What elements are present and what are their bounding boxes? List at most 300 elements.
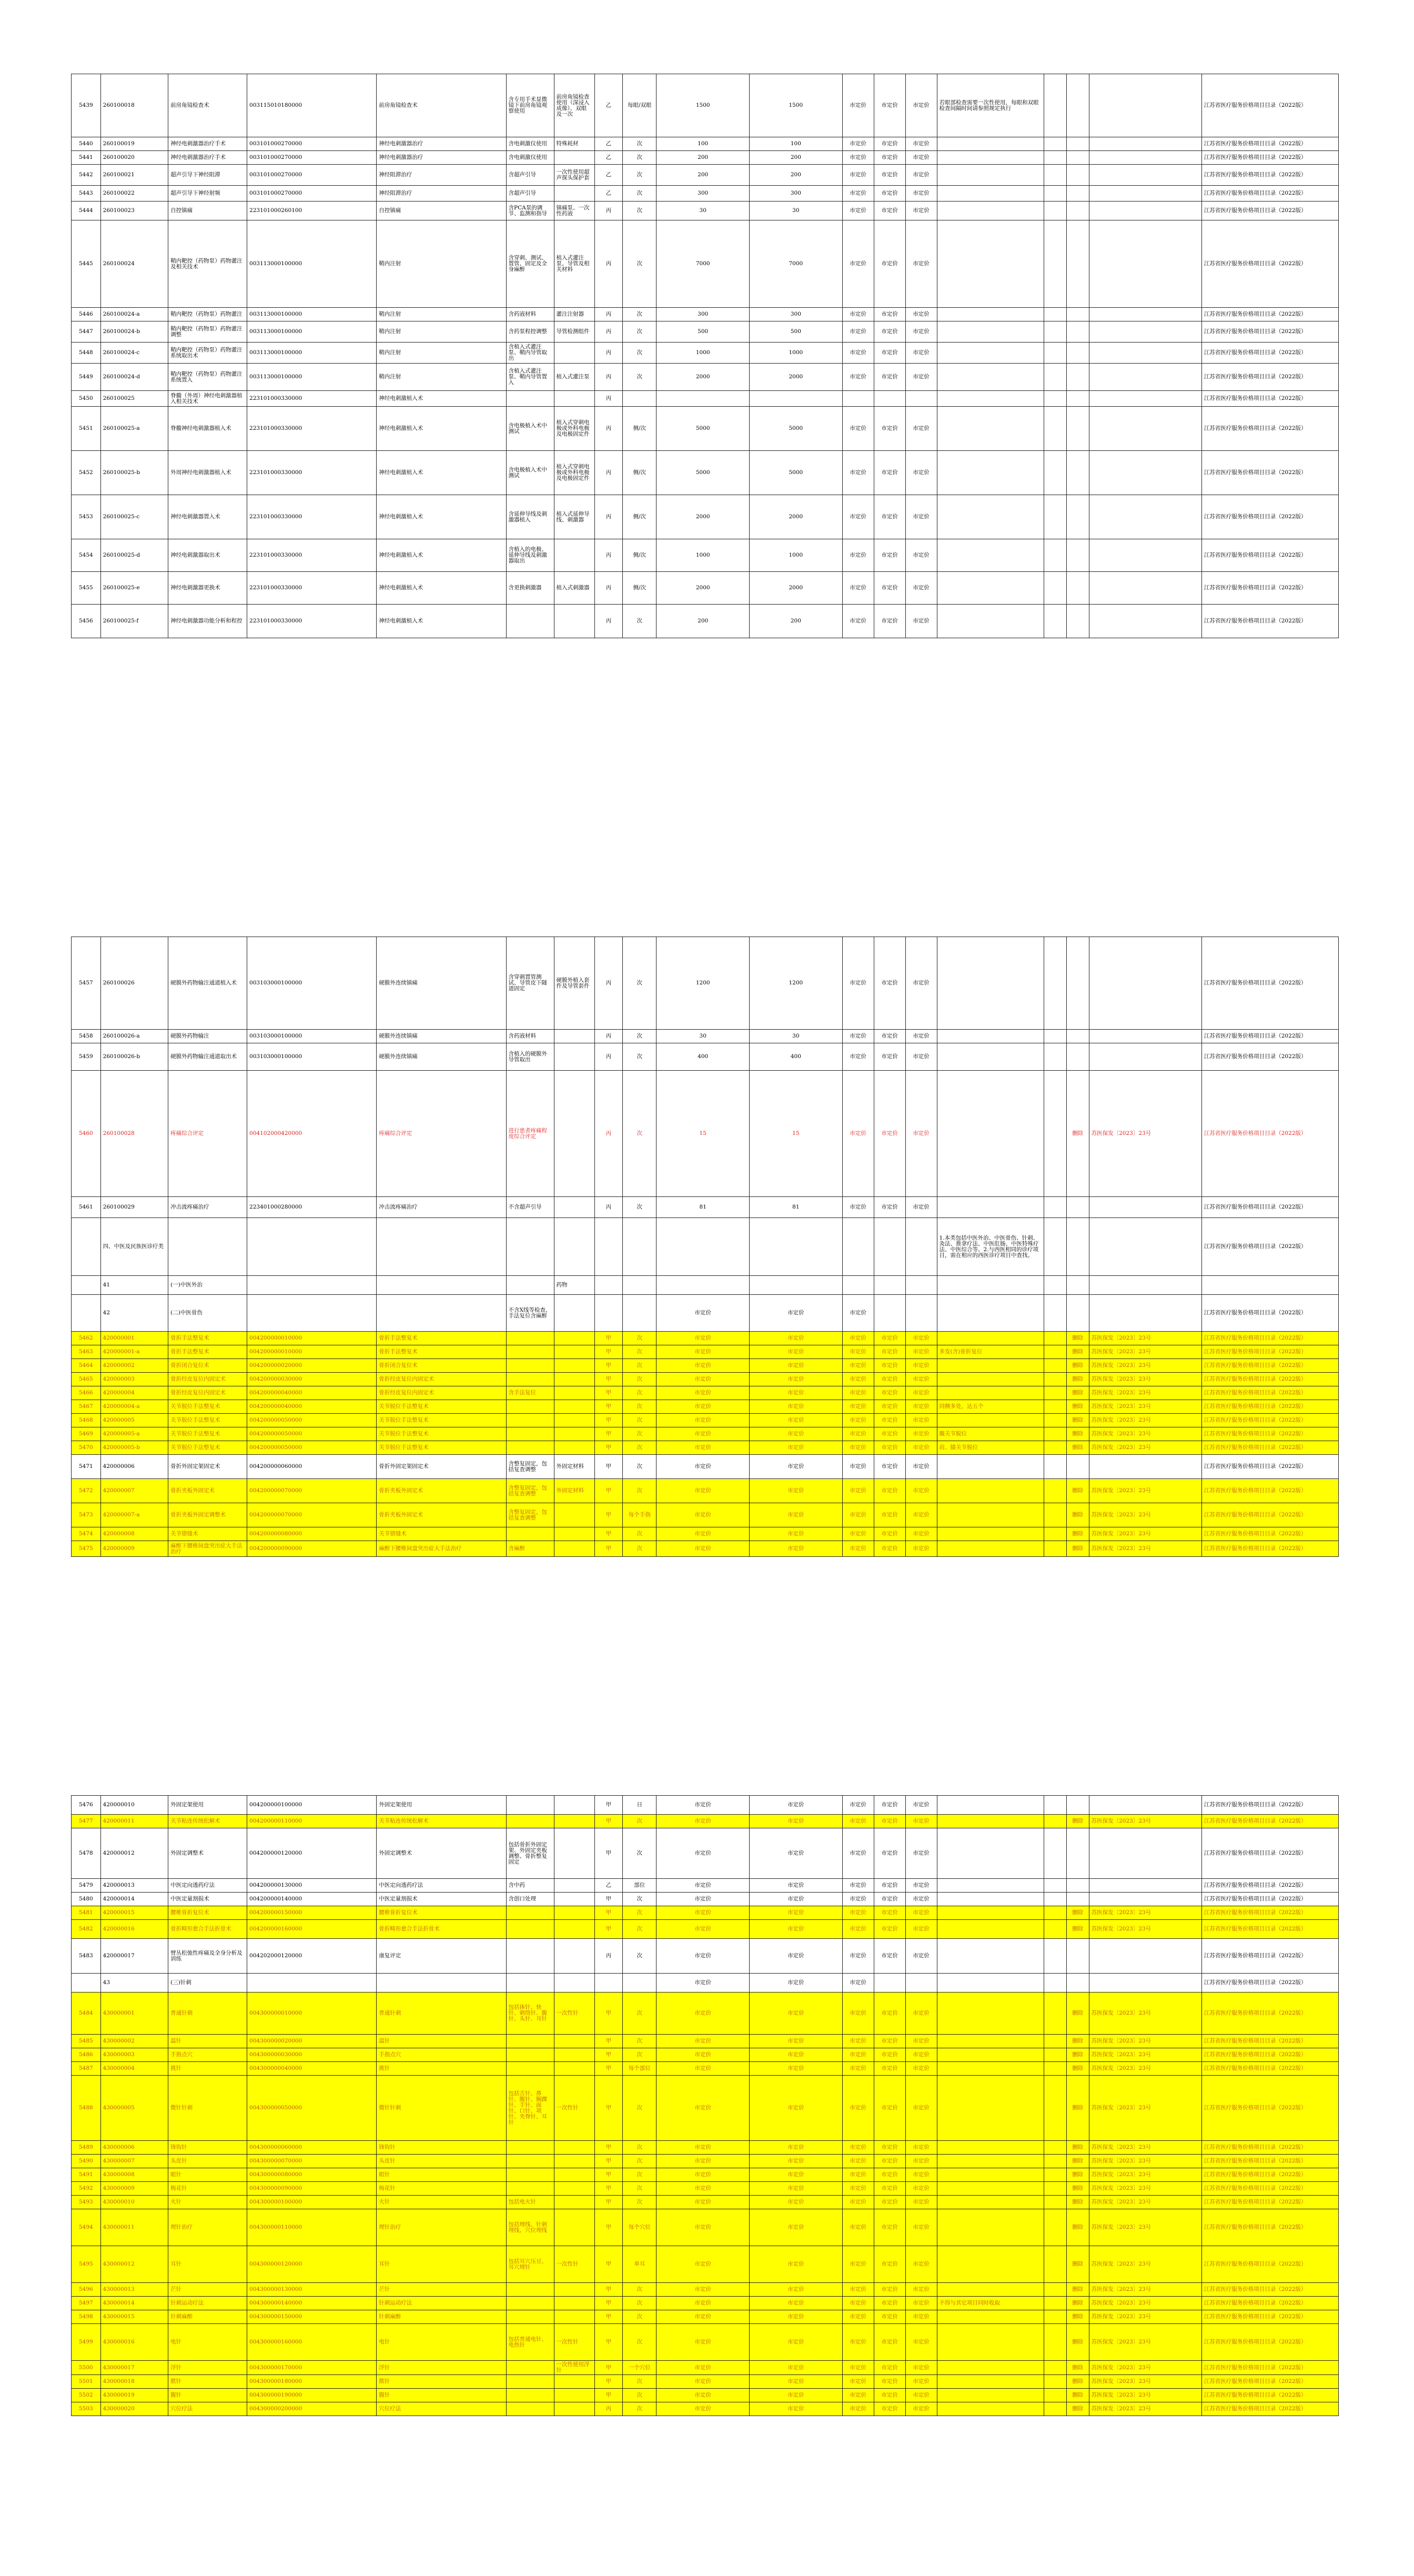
cell-content <box>506 2310 554 2324</box>
cell-price-a: 5000 <box>656 407 750 451</box>
cell-code: 430000017 <box>100 2361 168 2375</box>
cell-unit: 次 <box>623 937 656 1030</box>
cell-level-3: 市定价 <box>905 605 937 638</box>
cell-price-a: 市定价 <box>656 2196 750 2209</box>
cell-status <box>1066 1218 1089 1276</box>
cell-seq: 5493 <box>72 2196 101 2209</box>
cell-national-code <box>247 1974 377 1993</box>
cell-price-b: 市定价 <box>750 2048 843 2062</box>
cell-level-2: 市定价 <box>874 2182 905 2196</box>
cell-price-b: 300 <box>750 308 843 321</box>
cell-remark <box>937 1414 1044 1427</box>
cell-price-b: 1000 <box>750 539 843 572</box>
cell-price-b: 市定价 <box>750 2324 843 2361</box>
cell-level-2: 市定价 <box>874 407 905 451</box>
table-row <box>72 364 1339 391</box>
cell-national-name: 腹针 <box>377 2389 506 2402</box>
cell-unit <box>623 391 656 407</box>
cell-category: 甲 <box>594 1503 623 1527</box>
cell-category: 丙 <box>594 1030 623 1043</box>
cell-source: 江苏省医疗服务价格项目目录（2022版） <box>1201 1414 1338 1427</box>
cell-excluded <box>554 1974 594 1993</box>
cell-unit: 次 <box>623 1071 656 1197</box>
cell-status: 删除 <box>1066 2297 1089 2310</box>
cell-document <box>1089 605 1201 638</box>
cell-level-3: 市定价 <box>905 220 937 308</box>
cell-national-code: 223101000330000 <box>247 391 377 407</box>
cell-national-name: 神经电刺激植入术 <box>377 407 506 451</box>
cell-unit: 每个手指 <box>623 1503 656 1527</box>
cell-code: 420000014 <box>100 1893 168 1906</box>
cell-national-name: 穴位疗法 <box>377 2402 506 2416</box>
cell-level-1: 市定价 <box>842 1920 874 1939</box>
cell-seq: 5482 <box>72 1920 101 1939</box>
cell-national-name: 骨折夹板外固定术 <box>377 1479 506 1503</box>
cell-name: 骨折经皮复位内固定术 <box>168 1386 247 1400</box>
table-row <box>72 2283 1339 2297</box>
cell-name: 关节脱位手法整复术 <box>168 1441 247 1455</box>
cell-national-name: 前房角镜检查术 <box>377 74 506 137</box>
cell-name: 芒针 <box>168 2283 247 2297</box>
cell-price-b: 市定价 <box>750 2246 843 2283</box>
cell-level-3: 市定价 <box>905 2155 937 2168</box>
cell-level-1: 市定价 <box>842 2402 874 2416</box>
cell-content <box>506 1400 554 1414</box>
cell-source: 江苏省医疗服务价格项目目录（2022版） <box>1201 2402 1338 2416</box>
cell-status: 删除 <box>1066 1414 1089 1427</box>
price-table-3 <box>71 1795 1339 2416</box>
cell-source: 江苏省医疗服务价格项目目录（2022版） <box>1201 2375 1338 2389</box>
cell-level-1: 市定价 <box>842 308 874 321</box>
cell-status: 删除 <box>1066 2402 1089 2416</box>
cell-level-3: 市定价 <box>905 1414 937 1427</box>
cell-price-a: 市定价 <box>656 1386 750 1400</box>
cell-price-b: 市定价 <box>750 1893 843 1906</box>
cell-source: 江苏省医疗服务价格项目目录（2022版） <box>1201 1427 1338 1441</box>
cell-content <box>506 1359 554 1373</box>
cell-code: 430000005 <box>100 2076 168 2141</box>
table-row <box>72 539 1339 572</box>
cell-price-b <box>750 1218 843 1276</box>
cell-remark <box>937 2141 1044 2155</box>
cell-level-2: 市定价 <box>874 186 905 202</box>
cell-status: 删除 <box>1066 2209 1089 2246</box>
cell-excluded <box>554 2155 594 2168</box>
cell-excluded <box>554 1197 594 1218</box>
cell-seq: 5454 <box>72 539 101 572</box>
cell-national-code: 004200000010000 <box>247 1345 377 1359</box>
cell-source: 江苏省医疗服务价格项目目录（2022版） <box>1201 321 1338 343</box>
cell-code: 260100023 <box>100 202 168 220</box>
cell-level-2: 市定价 <box>874 364 905 391</box>
cell-excluded: 植入式灌注泵、导管及相关材料 <box>554 220 594 308</box>
cell-price-a: 市定价 <box>656 1893 750 1906</box>
cell-source: 江苏省医疗服务价格项目目录（2022版） <box>1201 2361 1338 2375</box>
cell-document <box>1089 1218 1201 1276</box>
cell-source: 江苏省医疗服务价格项目目录（2022版） <box>1201 2062 1338 2076</box>
cell-national-code: 004200000040000 <box>247 1400 377 1414</box>
cell-unit: 次 <box>623 1441 656 1455</box>
cell-document <box>1089 364 1201 391</box>
cell-document <box>1089 1879 1201 1893</box>
cell-category: 甲 <box>594 1993 623 2035</box>
cell-excluded <box>554 2168 594 2182</box>
table-row <box>72 1974 1339 1993</box>
table-row <box>72 605 1339 638</box>
cell-status <box>1066 1455 1089 1479</box>
cell-seq: 5465 <box>72 1373 101 1386</box>
cell-unit: 每眼/双眼 <box>623 74 656 137</box>
cell-extra <box>1044 1441 1066 1455</box>
cell-name: 神经电刺激器治疗手术 <box>168 137 247 151</box>
cell-code: 420000013 <box>100 1879 168 1893</box>
table-row <box>72 1939 1339 1974</box>
cell-price-a: 市定价 <box>656 1974 750 1993</box>
cell-national-code: 004300000030000 <box>247 2048 377 2062</box>
cell-seq: 5501 <box>72 2375 101 2389</box>
cell-level-1: 市定价 <box>842 2246 874 2283</box>
cell-remark <box>937 2168 1044 2182</box>
cell-seq: 5483 <box>72 1939 101 1974</box>
cell-level-1: 市定价 <box>842 1974 874 1993</box>
cell-source: 江苏省医疗服务价格项目目录（2022版） <box>1201 1218 1338 1276</box>
cell-level-3: 市定价 <box>905 1030 937 1043</box>
cell-price-b: 2000 <box>750 572 843 605</box>
cell-national-name: 神经电刺激植入术 <box>377 451 506 495</box>
cell-unit: 侧/次 <box>623 451 656 495</box>
cell-level-3: 市定价 <box>905 1441 937 1455</box>
cell-level-2: 市定价 <box>874 1993 905 2035</box>
cell-level-2 <box>874 1974 905 1993</box>
cell-document <box>1089 1455 1201 1479</box>
cell-level-1: 市定价 <box>842 364 874 391</box>
cell-level-2: 市定价 <box>874 1359 905 1373</box>
cell-status <box>1066 1893 1089 1906</box>
cell-code: 430000011 <box>100 2209 168 2246</box>
cell-level-3: 市定价 <box>905 2168 937 2182</box>
cell-level-2: 市定价 <box>874 151 905 165</box>
cell-national-name: 鞘内注射 <box>377 220 506 308</box>
cell-price-a: 市定价 <box>656 1400 750 1414</box>
cell-level-1: 市定价 <box>842 1455 874 1479</box>
cell-content <box>506 2048 554 2062</box>
cell-source: 江苏省医疗服务价格项目目录（2022版） <box>1201 2310 1338 2324</box>
cell-price-a: 市定价 <box>656 1906 750 1920</box>
cell-level-1: 市定价 <box>842 1197 874 1218</box>
cell-national-code: 223101000330000 <box>247 495 377 539</box>
cell-code: 430000007 <box>100 2155 168 2168</box>
cell-code: 42 <box>100 1295 168 1332</box>
cell-remark <box>937 1295 1044 1332</box>
cell-name: 腰椎骨折复位术 <box>168 1906 247 1920</box>
cell-seq: 5490 <box>72 2155 101 2168</box>
cell-national-name: 挑针 <box>377 2062 506 2076</box>
cell-seq: 5440 <box>72 137 101 151</box>
cell-status <box>1066 495 1089 539</box>
cell-national-name: 鞘内注射 <box>377 343 506 364</box>
cell-level-2: 市定价 <box>874 74 905 137</box>
cell-extra <box>1044 1906 1066 1920</box>
cell-document: 苏医保发〔2023〕23号 <box>1089 2361 1201 2375</box>
cell-seq: 5474 <box>72 1527 101 1541</box>
cell-level-3: 市定价 <box>905 2361 937 2375</box>
table-row <box>72 1503 1339 1527</box>
cell-category: 丙 <box>594 605 623 638</box>
cell-code: 260100019 <box>100 137 168 151</box>
cell-extra <box>1044 165 1066 186</box>
cell-national-code: 004200000150000 <box>247 1906 377 1920</box>
cell-content <box>506 1373 554 1386</box>
cell-level-2: 市定价 <box>874 1332 905 1345</box>
cell-seq: 5444 <box>72 202 101 220</box>
cell-unit <box>623 1276 656 1295</box>
cell-category: 甲 <box>594 2361 623 2375</box>
cell-excluded <box>554 1386 594 1400</box>
cell-level-1: 市定价 <box>842 1796 874 1815</box>
cell-status: 删除 <box>1066 1541 1089 1557</box>
cell-document <box>1089 937 1201 1030</box>
table-row <box>72 2209 1339 2246</box>
cell-seq: 5495 <box>72 2246 101 2283</box>
cell-level-1: 市定价 <box>842 1815 874 1828</box>
cell-seq: 5463 <box>72 1345 101 1359</box>
table-row <box>72 1030 1339 1043</box>
cell-name: (三)针刺 <box>168 1974 247 1993</box>
table-row <box>72 151 1339 165</box>
cell-excluded <box>554 2310 594 2324</box>
cell-extra <box>1044 137 1066 151</box>
table-row <box>72 1218 1339 1276</box>
cell-source: 江苏省医疗服务价格项目目录（2022版） <box>1201 2048 1338 2062</box>
cell-document <box>1089 151 1201 165</box>
cell-level-3: 市定价 <box>905 1345 937 1359</box>
cell-document <box>1089 343 1201 364</box>
cell-national-code: 004300000040000 <box>247 2062 377 2076</box>
cell-national-name <box>377 1974 506 1993</box>
cell-extra <box>1044 451 1066 495</box>
cell-unit: 次 <box>623 605 656 638</box>
cell-level-3: 市定价 <box>905 364 937 391</box>
cell-unit: 次 <box>623 2076 656 2141</box>
cell-national-name: 神经电刺激植入术 <box>377 605 506 638</box>
cell-content: 含电极植入术中测试 <box>506 451 554 495</box>
table-row <box>72 1386 1339 1400</box>
cell-name: 疼痛综合评定 <box>168 1071 247 1197</box>
cell-remark <box>937 1332 1044 1345</box>
cell-level-2: 市定价 <box>874 495 905 539</box>
cell-level-1: 市定价 <box>842 1527 874 1541</box>
cell-excluded <box>554 2048 594 2062</box>
cell-price-a: 市定价 <box>656 2035 750 2048</box>
cell-remark <box>937 321 1044 343</box>
cell-source: 江苏省医疗服务价格项目目录（2022版） <box>1201 407 1338 451</box>
cell-national-name: 手指点穴 <box>377 2048 506 2062</box>
cell-excluded <box>554 1332 594 1345</box>
cell-national-name: 麻醉下腰椎间盘突出症大手法治疗 <box>377 1541 506 1557</box>
cell-category: 丙 <box>594 308 623 321</box>
cell-document <box>1089 1939 1201 1974</box>
cell-content: 含电极植入术中测试 <box>506 407 554 451</box>
cell-status <box>1066 186 1089 202</box>
cell-price-b: 市定价 <box>750 2141 843 2155</box>
table-row <box>72 1906 1339 1920</box>
cell-content <box>506 2182 554 2196</box>
cell-status: 删除 <box>1066 1920 1089 1939</box>
cell-price-b: 市定价 <box>750 1400 843 1414</box>
cell-unit: 次 <box>623 1030 656 1043</box>
cell-seq: 5476 <box>72 1796 101 1815</box>
cell-extra <box>1044 151 1066 165</box>
cell-remark <box>937 2209 1044 2246</box>
cell-name: 关节脱位手法整复术 <box>168 1427 247 1441</box>
cell-national-code: 004300000140000 <box>247 2297 377 2310</box>
cell-national-code: 004300000080000 <box>247 2168 377 2182</box>
cell-remark <box>937 2076 1044 2141</box>
cell-seq: 5496 <box>72 2283 101 2297</box>
cell-level-3: 市定价 <box>905 1197 937 1218</box>
cell-content <box>506 1796 554 1815</box>
cell-status: 删除 <box>1066 2389 1089 2402</box>
cell-code: 430000010 <box>100 2196 168 2209</box>
cell-level-3: 市定价 <box>905 2297 937 2310</box>
cell-content: 含药液材料 <box>506 1030 554 1043</box>
cell-extra <box>1044 364 1066 391</box>
cell-level-2: 市定价 <box>874 1893 905 1906</box>
cell-level-2: 市定价 <box>874 137 905 151</box>
cell-price-b: 市定价 <box>750 1939 843 1974</box>
cell-level-1: 市定价 <box>842 321 874 343</box>
cell-extra <box>1044 2297 1066 2310</box>
cell-national-name: 神经电刺激植入术 <box>377 495 506 539</box>
cell-source: 江苏省医疗服务价格项目目录（2022版） <box>1201 605 1338 638</box>
cell-price-b: 市定价 <box>750 2361 843 2375</box>
cell-unit <box>623 1295 656 1332</box>
cell-excluded: 特殊耗材 <box>554 137 594 151</box>
cell-name: 臂丛松弛性疼痛及全身分析及训练 <box>168 1939 247 1974</box>
cell-unit <box>623 1974 656 1993</box>
cell-seq <box>72 1974 101 1993</box>
cell-category: 丙 <box>594 321 623 343</box>
cell-remark <box>937 391 1044 407</box>
cell-price-a: 市定价 <box>656 2310 750 2324</box>
cell-seq: 5477 <box>72 1815 101 1828</box>
cell-price-b: 市定价 <box>750 1479 843 1503</box>
cell-document <box>1089 572 1201 605</box>
cell-content: 含穿刺、测试、置管、固定及全身麻醉 <box>506 220 554 308</box>
cell-name: 穴位疗法 <box>168 2402 247 2416</box>
cell-level-2: 市定价 <box>874 2168 905 2182</box>
cell-price-b: 100 <box>750 137 843 151</box>
cell-name: 鞘内靶控（药物泵）药物灌注调整 <box>168 321 247 343</box>
cell-code: 420000008 <box>100 1527 168 1541</box>
cell-level-1: 市定价 <box>842 1386 874 1400</box>
cell-national-code: 004300000050000 <box>247 2076 377 2141</box>
cell-level-1: 市定价 <box>842 1427 874 1441</box>
cell-extra <box>1044 2209 1066 2246</box>
cell-level-3: 市定价 <box>905 1373 937 1386</box>
cell-unit: 次 <box>623 364 656 391</box>
cell-source: 江苏省医疗服务价格项目目录（2022版） <box>1201 2076 1338 2141</box>
cell-level-1: 市定价 <box>842 1828 874 1879</box>
cell-excluded <box>554 1920 594 1939</box>
cell-source: 江苏省医疗服务价格项目目录（2022版） <box>1201 1386 1338 1400</box>
cell-name: 锋钩针 <box>168 2141 247 2155</box>
cell-extra <box>1044 1939 1066 1974</box>
cell-name: 骨折夹板外固定调整术 <box>168 1503 247 1527</box>
cell-status <box>1066 1879 1089 1893</box>
cell-status <box>1066 364 1089 391</box>
cell-name: 针刺运动疗法 <box>168 2297 247 2310</box>
cell-status: 删除 <box>1066 2048 1089 2062</box>
cell-excluded: 一次性针 <box>554 2246 594 2283</box>
cell-level-1: 市定价 <box>842 2361 874 2375</box>
cell-name: 针刺麻醉 <box>168 2310 247 2324</box>
cell-source: 江苏省医疗服务价格项目目录（2022版） <box>1201 1893 1338 1906</box>
cell-level-1: 市定价 <box>842 2297 874 2310</box>
cell-source: 江苏省医疗服务价格项目目录（2022版） <box>1201 1455 1338 1479</box>
cell-national-name <box>377 1218 506 1276</box>
cell-price-a: 市定价 <box>656 1503 750 1527</box>
cell-level-2: 市定价 <box>874 308 905 321</box>
cell-remark <box>937 186 1044 202</box>
cell-level-3: 市定价 <box>905 2048 937 2062</box>
cell-code: 430000013 <box>100 2283 168 2297</box>
cell-source <box>1201 1276 1338 1295</box>
cell-national-name: 普通针刺 <box>377 1993 506 2035</box>
cell-price-b: 市定价 <box>750 2389 843 2402</box>
cell-level-1: 市定价 <box>842 1400 874 1414</box>
cell-name: 骨折畸形愈合手法折骨术 <box>168 1920 247 1939</box>
cell-status: 删除 <box>1066 1503 1089 1527</box>
cell-extra <box>1044 1386 1066 1400</box>
cell-national-name: 关节脱位手法整复术 <box>377 1427 506 1441</box>
cell-source: 江苏省医疗服务价格项目目录（2022版） <box>1201 308 1338 321</box>
cell-status: 删除 <box>1066 2196 1089 2209</box>
cell-status: 删除 <box>1066 1441 1089 1455</box>
cell-extra <box>1044 2246 1066 2283</box>
cell-price-b <box>750 1276 843 1295</box>
cell-level-1: 市定价 <box>842 1541 874 1557</box>
cell-unit: 次 <box>623 2389 656 2402</box>
cell-unit: 一个穴位 <box>623 2361 656 2375</box>
cell-status <box>1066 1295 1089 1332</box>
cell-national-name: 骨折经皮复位内固定术 <box>377 1386 506 1400</box>
cell-excluded: 导管检测组件 <box>554 321 594 343</box>
cell-level-1: 市定价 <box>842 202 874 220</box>
cell-remark <box>937 364 1044 391</box>
cell-code: 420000016 <box>100 1920 168 1939</box>
cell-price-a: 市定价 <box>656 2182 750 2196</box>
cell-level-3: 市定价 <box>905 1920 937 1939</box>
cell-extra <box>1044 1414 1066 1427</box>
cell-level-3: 市定价 <box>905 2283 937 2297</box>
cell-level-1: 市定价 <box>842 1879 874 1893</box>
cell-name: 硬膜外药物输注通道取出术 <box>168 1043 247 1071</box>
cell-extra <box>1044 2361 1066 2375</box>
cell-status: 删除 <box>1066 2246 1089 2283</box>
cell-level-1: 市定价 <box>842 2283 874 2297</box>
cell-document: 苏医保发〔2023〕23号 <box>1089 1373 1201 1386</box>
cell-code: 260100021 <box>100 165 168 186</box>
cell-national-name: 骨折经皮复位内固定术 <box>377 1373 506 1386</box>
table-row <box>72 1071 1339 1197</box>
cell-price-a: 市定价 <box>656 2402 750 2416</box>
cell-unit: 侧/次 <box>623 539 656 572</box>
cell-price-b: 市定价 <box>750 1879 843 1893</box>
cell-name: 硬膜外药物输注通道植入术 <box>168 937 247 1030</box>
cell-name: 火针 <box>168 2196 247 2209</box>
cell-remark <box>937 151 1044 165</box>
